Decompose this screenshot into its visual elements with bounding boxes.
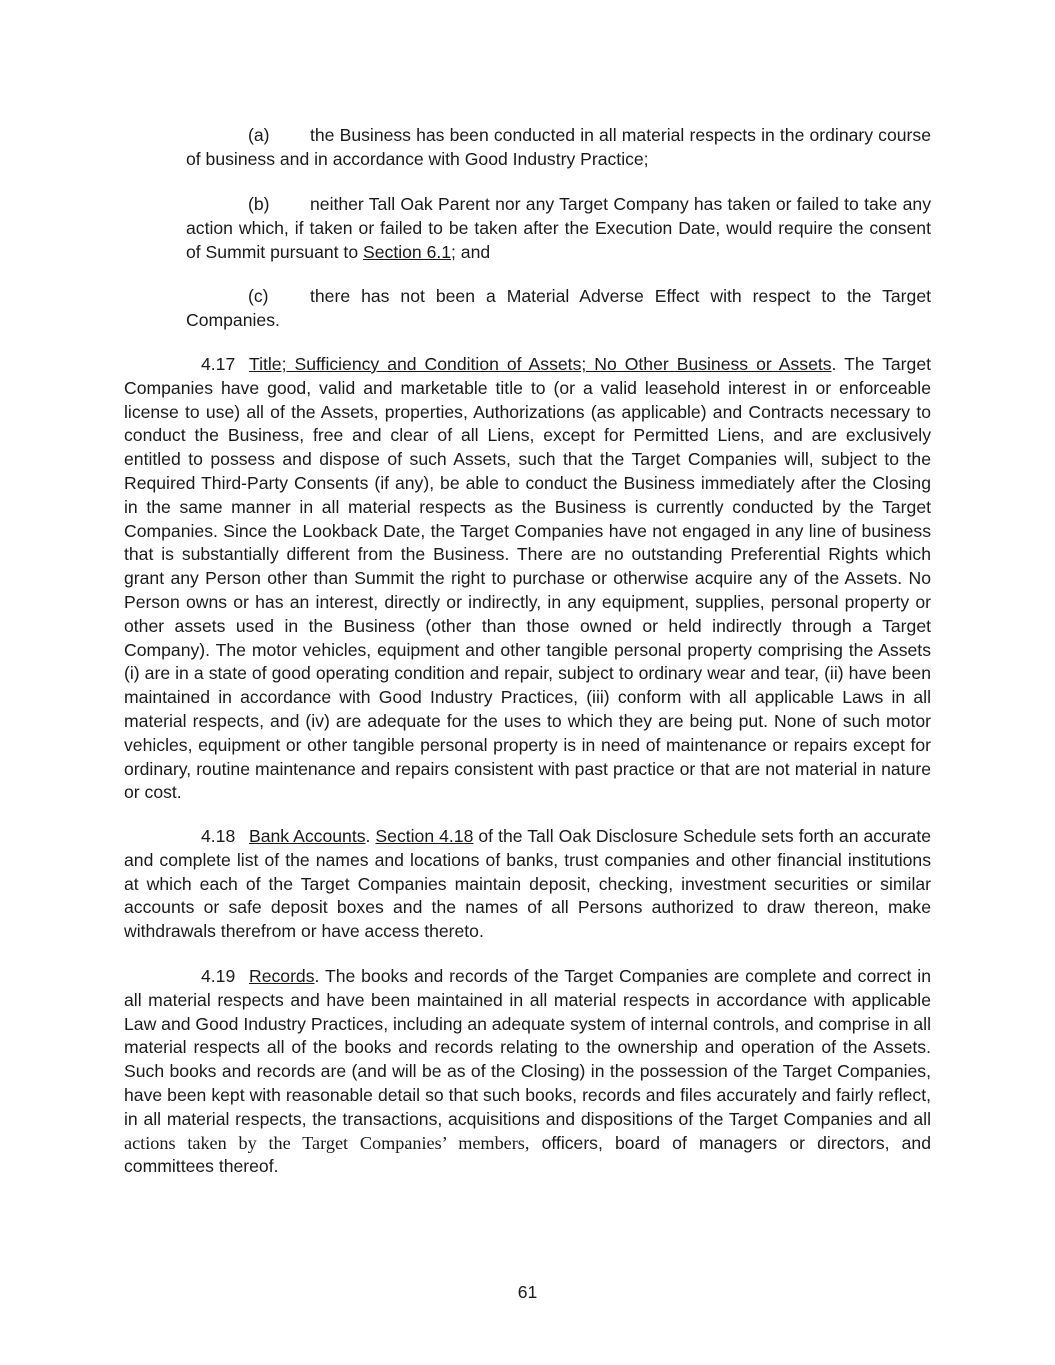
clause-a: [186, 124, 931, 172]
section-body: . The books and records of the Target Companies are complete and correct in all material respects and have been maintained in all material respects in accordance with applicable Law and Good Industry Practices, including an adequate system of internal controls, and comprise in all material respects all of the books and records relating to the ownership and operation of the Assets. Such books and records are (and will be as of the Closing) in the possession of the Target Companies, have been kept with reasonable detail so that such books, records and files accurately and fairly reflect, in all material respects, the transactions, acquisitions and dispositions of the Target Companies and all: [124, 966, 931, 1129]
section-4-18: [124, 825, 931, 944]
section-body-end: officers, board of managers or directors, and committees thereof.: [124, 1132, 932, 1177]
clause-c: [186, 285, 931, 333]
section-number: 4.18: [201, 826, 236, 846]
section-body-serif-run: actions taken by the Target Companies’ members,: [124, 1132, 530, 1153]
clause-text: neither Tall Oak Parent nor any Target Company has taken or failed to take any action which, if taken or failed to be taken after the Execution Date, would require the consent of Summit pursuant to: [186, 194, 931, 262]
section-4-17: [124, 353, 931, 805]
clause-label: (c): [248, 286, 269, 306]
heading-separator: .: [365, 826, 376, 846]
section-body: of the Tall Oak Disclosure Schedule sets forth an accurate and complete list of the names and locations of banks, trust companies and other financial institutions at which each of the Target Companies maintain deposit, checking, investment securities or similar accounts or safe deposit boxes and the names of all Persons authorized to draw thereon, make withdrawals therefrom or have access thereto.: [124, 826, 931, 942]
section-heading: Records: [249, 966, 315, 986]
clause-label: (a): [248, 125, 270, 145]
section-number: 4.19: [201, 966, 236, 986]
page-number: 61: [517, 1282, 538, 1302]
section-heading: Title; Sufficiency and Condition of Assets; No Other Business or Assets: [249, 354, 832, 374]
section-4-18-reference[interactable]: Section 4.18: [375, 826, 474, 846]
section-4-19: [124, 965, 931, 1179]
clause-text-end: ; and: [451, 241, 491, 262]
clause-text: the Business has been conducted in all material respects in the ordinary course of business and in accordance with Good Industry Practice;: [186, 125, 931, 169]
section-number: 4.17: [201, 354, 236, 374]
section-6-1-reference[interactable]: Section 6.1: [363, 241, 452, 262]
section-heading: Bank Accounts: [249, 826, 366, 846]
section-body: . The Target Companies have good, valid and marketable title to (or a valid leasehold interest in or enforceable license to use) all of the Assets, properties, Authorizations (as applicable) and Contracts necessary to conduct the Business, free and clear of all Liens, except for Permitted Liens, and are exclusively entitled to possess and dispose of such Assets, such that the Target Companies will, subject to the Required Third-Party Consents (if any), be able to conduct the Business immediately after the Closing in the same manner in all material respects as the Business is currently conducted by the Target Companies. Since the Lookback Date, the Target Companies have not engaged in any line of business that is substantially different from the Business. There are no outstanding Preferential Rights which grant any Person other than Summit the right to purchase or otherwise acquire any of the Assets. No Person owns or has an interest, directly or indirectly, in any equipment, supplies, personal property or other assets used in the Business (other than those owned or held indirectly through a Target Company). The motor vehicles, equipment and other tangible personal property comprising the Assets (i) are in a state of good operating condition and repair, subject to ordinary wear and tear, (ii) have been maintained in accordance with Good Industry Practices, (iii) conform with all applicable Laws in all material respects, and (iv) are adequate for the uses to which they are being put. None of such motor vehicles, equipment or other tangible personal property is in need of maintenance or repairs except for ordinary, routine maintenance and repairs consistent with past practice or that are not material in nature or cost.: [124, 354, 931, 803]
clause-b: [186, 193, 931, 264]
clause-label: (b): [248, 194, 270, 214]
clause-text: there has not been a Material Adverse Effect with respect to the Target Companies.: [186, 286, 931, 330]
